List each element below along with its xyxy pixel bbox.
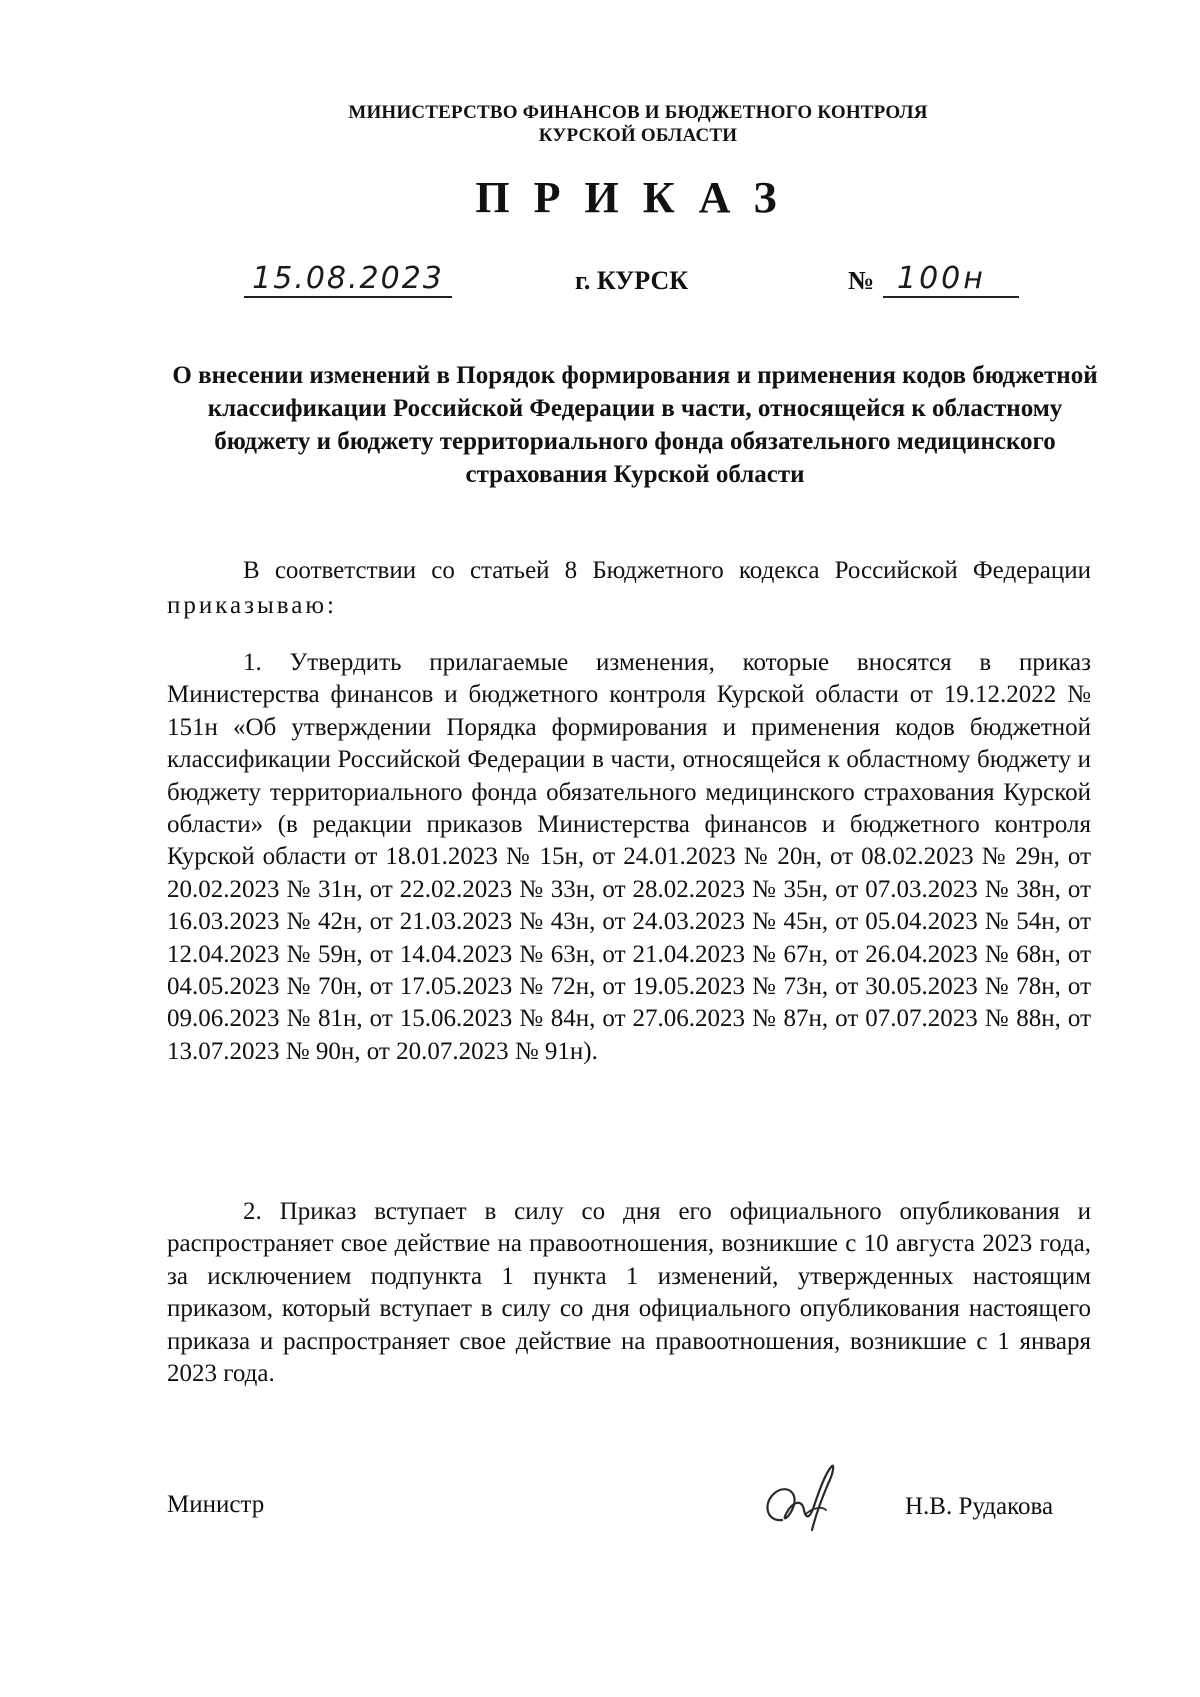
- handwritten-order-number: 100н: [883, 262, 1019, 298]
- signatory-name: Н.В. Рудакова: [905, 1493, 1054, 1520]
- document-title: О внесении изменений в Порядок формирования и применения кодов бюджетной классификации Российской Федерации в части, относящейся к областному бюджету и бюджету территориального фонда обязательного медицинского страхования Курской области: [172, 362, 1098, 488]
- intro-suffix: :: [327, 592, 334, 619]
- handwritten-date: 15.08.2023: [244, 262, 452, 298]
- ministry-name-line1: МИНИСТЕРСТВО ФИНАНСОВ И БЮДЖЕТНОГО КОНТРОЛЯ: [348, 102, 928, 123]
- ministry-name-line2: КУРСКОЙ ОБЛАСТИ: [538, 125, 738, 146]
- handwritten-signature: [752, 1458, 852, 1544]
- number-sign: №: [848, 266, 875, 295]
- city-label: г. КУРСК: [575, 266, 689, 295]
- paragraph-item-1: 1. Утвердить прилагаемые изменения, которые вносятся в приказ Министерства финансов и бюджетного контроля Курской области от 19.12.2022 № 151н «Об утверждении Порядка формирования и применения кодов бюджетной классификации Российской Федерации в части, относящейся к областному бюджету и бюджету территориального фонда обязательного медицинского страхования Курской области» (в редакции приказов Министерства финансов и бюджетного контроля Курской области от 18.01.2023 № 15н, от 24.01.2023 № 20н, от 08.02.2023 № 29н, от 20.02.2023 № 31н, от 22.02.2023 № 33н, от 28.02.2023 № 35н, от 07.03.2023 № 38н, от 16.03.2023 № 42н, от 21.03.2023 № 43н, от 24.03.2023 № 45н, от 05.04.2023 № 54н, от 12.04.2023 № 59н, от 14.04.2023 № 63н, от 21.04.2023 № 67н, от 26.04.2023 № 68н, от 04.05.2023 № 70н, от 17.05.2023 № 72н, от 19.05.2023 № 73н, от 30.05.2023 № 78н, от 09.06.2023 № 81н, от 15.06.2023 № 84н, от 27.06.2023 № 87н, от 07.07.2023 № 88н, от 13.07.2023 № 90н, от 20.07.2023 № 91н).: [167, 649, 1091, 1065]
- intro-paragraph: [167, 553, 1091, 623]
- order-word: приказываю: [167, 592, 328, 619]
- document-type-heading: ПРИКАЗ: [475, 173, 801, 222]
- intro-text: В соответствии со статьей 8 Бюджетного кодекса Российской Федерации: [243, 557, 1091, 584]
- signatory-role: Министр: [167, 1491, 265, 1518]
- paragraph-item-2: 2. Приказ вступает в силу со дня его официального опубликования и распространяет свое действие на правоотношения, возникшие с 10 августа 2023 года, за исключением подпункта 1 пункта 1 изменений, утвержденных настоящим приказом, который вступает в силу со дня официального опубликования настоящего приказа и распространяет свое действие на правоотношения, возникшие с 1 января 2023 года.: [167, 1198, 1091, 1388]
